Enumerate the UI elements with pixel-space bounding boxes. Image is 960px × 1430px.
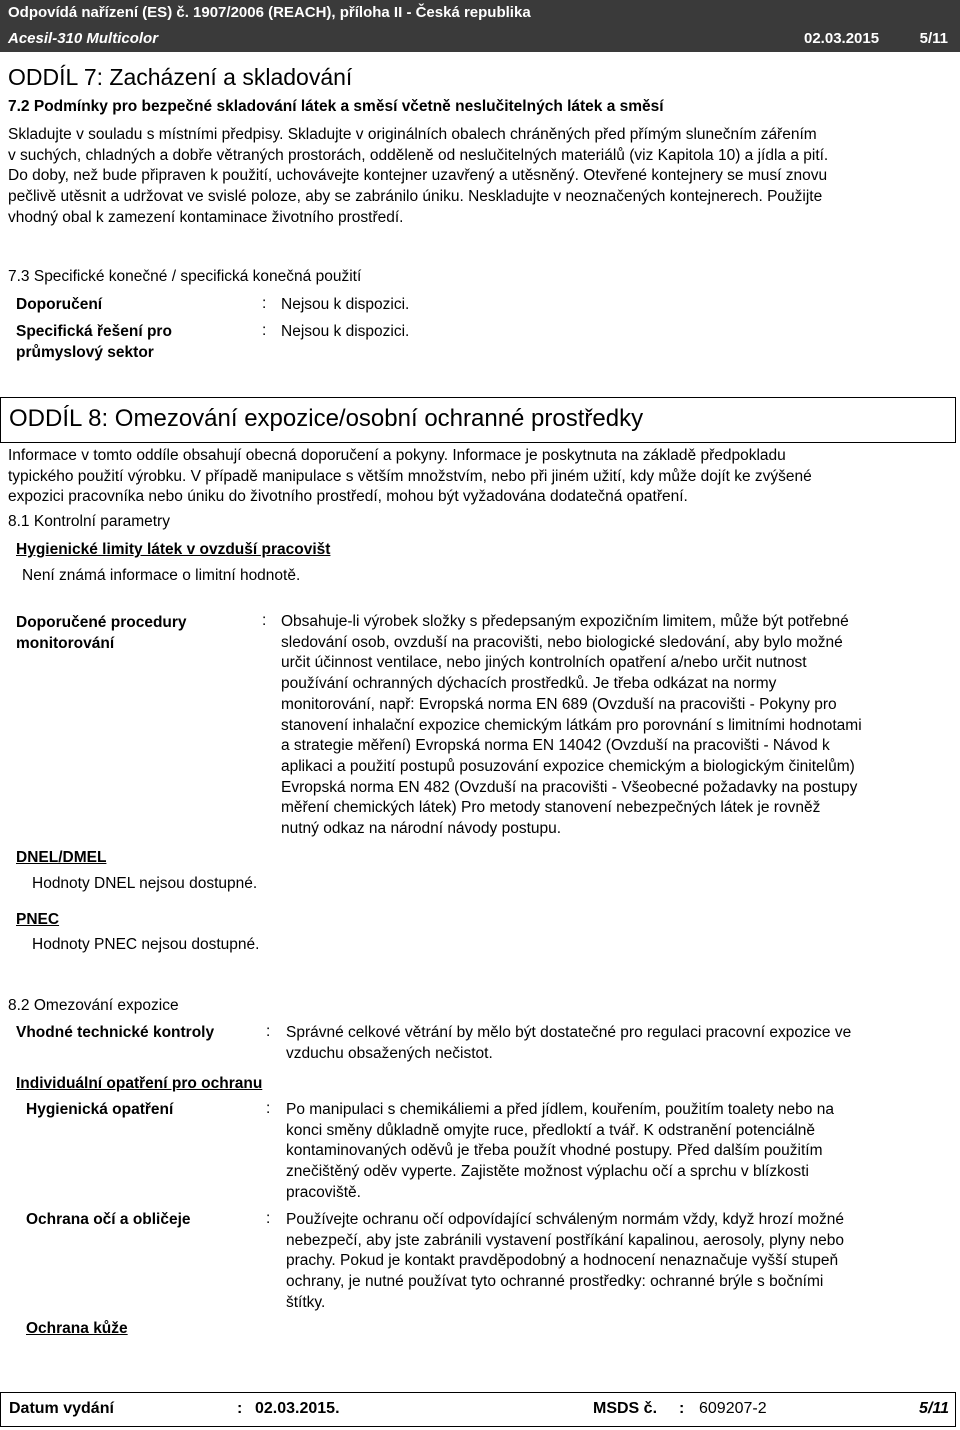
engineering-controls-label: Vhodné technické kontroly: [16, 1024, 215, 1041]
engineering-controls-text: [286, 1023, 956, 1064]
colon: :: [237, 1400, 243, 1417]
text-line: štítky.: [286, 1293, 326, 1311]
text-line: ochrany, je nutné používat tyto ochranné prostředky: ochranné brýle s bočními: [286, 1273, 824, 1291]
text-line: Evropská norma EN 482 (Ovzduší na pracovišti - Všeobecné požadavky na postupy: [281, 778, 858, 796]
text-line: nutný odkaz na národní návody postupu.: [281, 820, 562, 838]
text-line: prachy. Pokud je kontakt pravděpodobný a hodnocení nenaznačuje vyšší stupeň: [286, 1252, 839, 1270]
text-line: vhodný obal k zamezení kontaminace životního prostředí.: [8, 208, 404, 226]
skin-protection-heading: Ochrana kůže: [26, 1320, 128, 1337]
subsection-8-2-title: 8.2 Omezování expozice: [8, 997, 179, 1014]
text-line: Do doby, než bude připraven k použití, uchovávejte kontejner uzavřený a utěsněný. Otevřené kontejnery se musí znovu: [8, 167, 828, 185]
section-7-title: ODDÍL 7: Zacházení a skladování: [8, 64, 353, 90]
text-line: sledování osob, ovzduší na pracovišti, nebo biologické sledování, aby bylo možné: [281, 633, 843, 651]
monitoring-text: [281, 612, 951, 840]
label-line: Specifická řešení pro: [16, 323, 172, 340]
hygiene-measures-text: [286, 1100, 956, 1204]
text-line: Po manipulaci s chemikáliemi a před jídlem, kouřením, použitím toalety nebo na: [286, 1101, 834, 1118]
pnec-heading: PNEC: [16, 911, 60, 928]
issue-date-label: Datum vydání: [9, 1400, 114, 1417]
eye-protection-text: [286, 1210, 956, 1314]
text-line: expozici pracovníka nebo úniku do životního prostředí, mohou být vyžadována dodatečná opatření.: [8, 488, 688, 506]
text-line: nebezpečí, aby jste zabránili vystavení postříkání kapalinou, aerosoly, plyny nebo: [286, 1231, 845, 1249]
subsection-7-2-title: 7.2 Podmínky pro bezpečné skladování látek a směsí včetně neslučitelných látek a směsí: [8, 98, 664, 115]
text-line: Správné celkové větrání by mělo být dostatečné pro regulaci pracovní expozice ve: [286, 1024, 852, 1041]
colon: :: [266, 1023, 271, 1040]
text-line: znečištěný oděv vyperte. Zajistěte možnost výplachu očí a sprchu v blízkosti: [286, 1163, 809, 1181]
msds-label: MSDS č.: [593, 1400, 658, 1417]
pnec-text: Hodnoty PNEC nejsou dostupné.: [32, 936, 260, 953]
industry-solutions-label: [16, 321, 172, 363]
colon: :: [679, 1400, 685, 1417]
text-line: a strategie měření) Evropská norma EN 14042 (Ovzduší na pracovišti - Návod k: [281, 737, 830, 755]
text-line: Informace v tomto oddíle obsahují obecná doporučení a pokyny. Informace je poskytnuta na základě předpokladu: [8, 447, 786, 464]
hygiene-measures-label: Hygienická opatření: [26, 1101, 174, 1118]
label-line: Doporučené procedury: [16, 614, 187, 631]
text-line: používání ochranných dýchacích prostředků. Je třeba odkázat na normy: [281, 675, 777, 693]
recommendations-label: Doporučení: [16, 296, 103, 313]
text-line: typického použití výrobku. V případě manipulace s větším množstvím, nebo při jiném užití, kdy může dojít ke zvýšené: [8, 467, 812, 485]
text-line: vzduchu obsažených nečistot.: [286, 1044, 493, 1062]
document-footer: [0, 1392, 956, 1427]
section-8-intro: [8, 446, 958, 508]
text-line: Používejte ochranu očí odpovídající schváleným normám vždy, když hrozí možné: [286, 1211, 844, 1228]
text-line: pracoviště.: [286, 1183, 361, 1201]
label-line: průmyslový sektor: [16, 344, 154, 361]
individual-protection-heading: Individuální opatření pro ochranu: [16, 1075, 263, 1092]
issue-date-value: 02.03.2015.: [255, 1400, 340, 1417]
colon: :: [262, 322, 267, 339]
section-8-header: [0, 397, 956, 443]
text-line: v suchých, chladných a dobře větraných prostorách, odděleně od neslučitelných materiálů (viz Kapitola 10) a jídla a pití.: [8, 146, 829, 164]
footer-page-number: 5/11: [919, 1400, 949, 1417]
text-line: konci směny důkladně omyjte ruce, předloktí a tvář. K odstranění potenciálně: [286, 1121, 816, 1139]
text-line: určit účinnost ventilace, nebo jiných kontrolních opatření a/nebo určit nutnost: [281, 654, 807, 672]
text-line: měření chemických látek) Pro metody stanovení nebezpečných látek je rovněž: [281, 799, 821, 817]
document-header: [0, 0, 960, 52]
text-line: pečlivě utěsnit a udržovat ve svislé poloze, aby se zabránilo úniku. Neskladujte v neoznačených kontejnerech. Použijte: [8, 188, 823, 206]
dnel-heading: DNEL/DMEL: [16, 849, 107, 866]
colon: :: [262, 612, 267, 629]
subsection-8-1-title: 8.1 Kontrolní parametry: [8, 513, 170, 530]
recommendations-value: Nejsou k dispozici.: [281, 296, 410, 313]
subsection-7-3-title: 7.3 Specifické konečné / specifická konečná použití: [8, 268, 362, 285]
text-line: Skladujte v souladu s místními předpisy. Skladujte v originálních obalech chráněných před přímým slunečním zářením: [8, 126, 817, 143]
section-8-title: ODDÍL 8: Omezování expozice/osobní ochranné prostředky: [9, 405, 644, 432]
eye-protection-label: Ochrana očí a obličeje: [26, 1211, 191, 1228]
storage-conditions-text: [8, 125, 958, 229]
msds-number: 609207-2: [699, 1400, 767, 1417]
text-line: Obsahuje-li výrobek složky s předepsaným expozičním limitem, může být potřebné: [281, 613, 849, 630]
text-line: aplikaci a použití postupů posuzování expozice chemickým a biologickým činitelům): [281, 757, 855, 775]
dnel-text: Hodnoty DNEL nejsou dostupné.: [32, 875, 258, 892]
exposure-limits-heading: Hygienické limity látek v ovzduší pracovišt: [16, 541, 331, 558]
monitoring-label: [16, 612, 187, 654]
colon: :: [262, 295, 267, 312]
colon: :: [266, 1210, 271, 1227]
colon: :: [266, 1100, 271, 1117]
text-line: kontaminovaných oděvů je třeba použít vhodné postupy. Před dalším použitím: [286, 1142, 823, 1160]
text-line: stanovení inhalační expozice chemickým látkám pro porovnání s limitními hodnotami: [281, 716, 862, 734]
label-line: monitorování: [16, 635, 115, 652]
text-line: monitorování, např: Evropská norma EN 689 (Ovzduší na pracovišti - Pokyny pro: [281, 695, 837, 713]
industry-solutions-value: Nejsou k dispozici.: [281, 323, 410, 340]
header-date: 02.03.2015: [804, 30, 880, 47]
product-name: Acesil-310 Multicolor: [8, 30, 159, 47]
header-page-number: 5/11: [919, 30, 948, 47]
regulation-title: Odpovídá nařízení (ES) č. 1907/2006 (REACH), příloha II - Česká republika: [8, 4, 531, 21]
exposure-limits-text: Není známá informace o limitní hodnotě.: [22, 567, 301, 584]
